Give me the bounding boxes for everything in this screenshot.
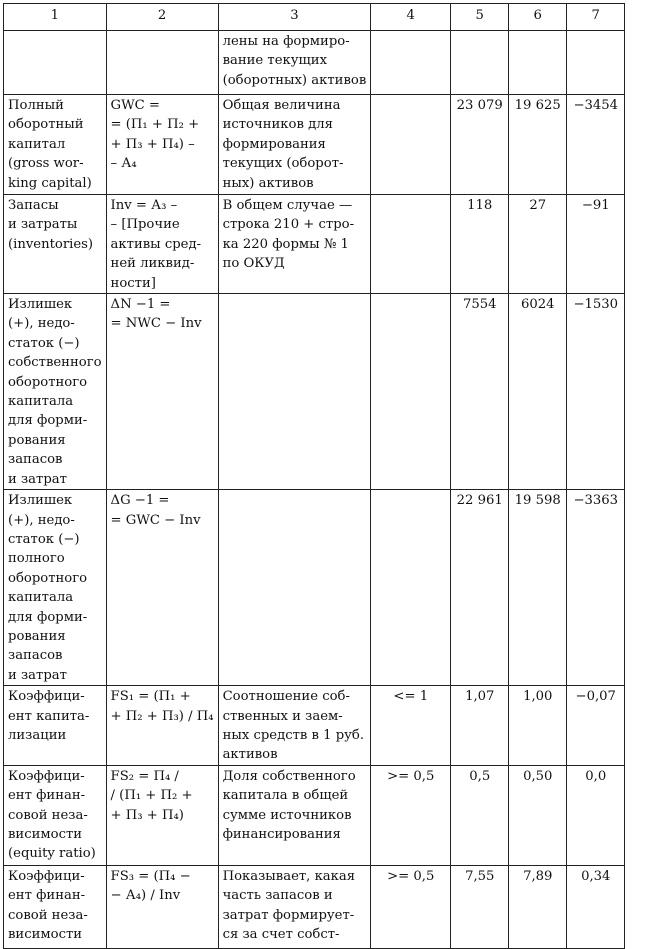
cell-text-line: Inv = А₃ –: [110, 198, 178, 213]
cell-col-6: 7,89: [509, 865, 567, 948]
cell-text-line: капитала в общей: [222, 788, 349, 804]
cell-col-1: [4, 294, 107, 490]
cell-text-line: (inventories): [8, 236, 94, 252]
cell-text-line: висимости: [8, 927, 83, 942]
cell-col-4: [371, 490, 451, 686]
cell-col-3: [218, 195, 371, 294]
cell-text-line: FS₁ = (П₁ +: [110, 689, 191, 705]
cell-text-line: текущих (оборот-: [222, 156, 344, 172]
cell-col-3: [218, 490, 371, 686]
cell-col-7: 0,0: [567, 765, 625, 865]
cell-col-5: 118: [451, 195, 509, 294]
cell-text-line: (+), недо-: [8, 316, 75, 332]
cell-text-line: часть запасов и: [222, 888, 333, 904]
cell-text-line: Запасы: [8, 198, 59, 213]
cell-col-4: [371, 195, 451, 294]
cell-text-line: оборотного: [8, 570, 88, 586]
cell-col-6: 1,00: [509, 686, 567, 766]
cell-col-5: 7,55: [451, 865, 509, 948]
cell-col-6: 19 598: [509, 490, 567, 686]
cell-text-line: (gross wor-: [8, 156, 84, 172]
cell-col-1: [4, 765, 107, 865]
cell-col-1: [4, 490, 107, 686]
cell-text-line: Общая величина: [222, 98, 341, 113]
cell-text-line: запасов: [8, 452, 63, 468]
table-row: [4, 865, 625, 948]
cell-text-line: ент капита-: [8, 708, 90, 724]
cell-text-line: висимости: [8, 827, 83, 842]
cell-text-line: GWC =: [110, 98, 160, 113]
cell-col-4: [371, 31, 451, 95]
cell-text-line: Коэффици-: [8, 768, 85, 784]
cell-col-7: 0,34: [567, 865, 625, 948]
cell-col-1: [4, 865, 107, 948]
table-row: [4, 686, 625, 766]
header-col-1: 1: [4, 4, 107, 31]
cell-text-line: = NWC − Inv: [110, 316, 202, 332]
cell-text-line: (оборотных) активов: [222, 72, 367, 88]
cell-text-line: ности]: [110, 275, 156, 291]
cell-text-line: для форми-: [8, 413, 88, 429]
header-row: [4, 4, 625, 31]
header-col-6: 6: [509, 4, 567, 31]
cell-text-line: В общем случае —: [222, 198, 353, 213]
cell-text-line: затрат формирует-: [222, 907, 355, 923]
cell-text-line: ных) активов: [222, 175, 314, 191]
cell-text-line: – А₄: [110, 156, 137, 172]
cell-col-1: [4, 31, 107, 95]
table-row: [4, 95, 625, 195]
cell-text-line: капитала: [8, 394, 74, 410]
header-col-4: 4: [371, 4, 451, 31]
cell-text-line: для форми-: [8, 609, 88, 625]
cell-text-line: источников для: [222, 117, 333, 133]
cell-text-line: совой неза-: [8, 907, 88, 923]
cell-col-6: 19 625: [509, 95, 567, 195]
cell-col-5: [451, 31, 509, 95]
cell-text-line: / (П₁ + П₂ +: [110, 788, 193, 804]
cell-col-4: >= 0,5: [371, 865, 451, 948]
cell-text-line: капитал: [8, 136, 66, 152]
cell-text-line: ных средств в 1 руб.: [222, 727, 365, 743]
cell-col-2: [106, 95, 218, 195]
cell-text-line: FS₂ = П₄ /: [110, 768, 179, 784]
table-row: [4, 765, 625, 865]
cell-col-4: [371, 95, 451, 195]
cell-text-line: = GWC − Inv: [110, 512, 201, 528]
cell-text-line: капитала: [8, 590, 74, 606]
header-col-2: 2: [106, 4, 218, 31]
cell-text-line: ся за счет собст-: [222, 927, 340, 942]
cell-text-line: оборотного: [8, 374, 88, 390]
cell-col-2: [106, 195, 218, 294]
cell-text-line: финансирования: [222, 827, 341, 842]
cell-col-5: 22 961: [451, 490, 509, 686]
cell-text-line: и затраты: [8, 217, 78, 233]
cell-text-line: собственного: [8, 355, 102, 371]
cell-text-line: полного: [8, 551, 65, 567]
cell-text-line: Соотношение соб-: [222, 689, 350, 705]
cell-col-4: <= 1: [371, 686, 451, 766]
cell-text-line: лизации: [8, 727, 67, 743]
cell-text-line: Коэффици-: [8, 689, 85, 705]
cell-text-line: (+), недо-: [8, 512, 75, 528]
cell-col-5: 7554: [451, 294, 509, 490]
cell-col-7: −3454: [567, 95, 625, 195]
cell-col-6: [509, 31, 567, 95]
cell-text-line: FS₃ = (П₄ −: [110, 868, 191, 884]
cell-text-line: статок (−): [8, 335, 80, 351]
cell-text-line: лены на формиро-: [222, 34, 350, 49]
cell-col-7: −0,07: [567, 686, 625, 766]
cell-text-line: строка 210 + стро-: [222, 217, 355, 233]
cell-col-6: 6024: [509, 294, 567, 490]
cell-text-line: рования: [8, 628, 66, 644]
table-row: [4, 31, 625, 95]
cell-text-line: Коэффици-: [8, 868, 85, 884]
cell-text-line: Излишек: [8, 493, 73, 509]
cell-col-5: 0,5: [451, 765, 509, 865]
cell-text-line: и затрат: [8, 471, 67, 487]
cell-col-4: [371, 294, 451, 490]
cell-text-line: и затрат: [8, 667, 67, 683]
cell-col-3: [218, 765, 371, 865]
cell-text-line: активов: [222, 747, 278, 763]
cell-text-line: Доля собственного: [222, 768, 356, 784]
cell-text-line: king capital): [8, 175, 92, 191]
cell-text-line: ственных и заем-: [222, 708, 343, 724]
cell-col-6: 27: [509, 195, 567, 294]
cell-text-line: статок (−): [8, 531, 80, 547]
cell-text-line: Показывает, какая: [222, 868, 356, 884]
cell-col-6: 0,50: [509, 765, 567, 865]
cell-col-5: 1,07: [451, 686, 509, 766]
cell-col-1: [4, 95, 107, 195]
cell-text-line: + П₂ + П₃) / П₄: [110, 708, 214, 724]
table-row: [4, 294, 625, 490]
cell-col-1: [4, 195, 107, 294]
cell-text-line: по ОКУД: [222, 256, 285, 272]
cell-text-line: ней ликвид-: [110, 256, 195, 272]
table-row: [4, 490, 625, 686]
cell-col-7: [567, 31, 625, 95]
cell-col-2: [106, 31, 218, 95]
cell-col-3: [218, 31, 371, 95]
cell-col-2: [106, 686, 218, 766]
cell-text-line: рования: [8, 432, 66, 448]
cell-text-line: активы сред-: [110, 236, 202, 252]
financial-ratios-table: [3, 3, 625, 949]
cell-text-line: (equity ratio): [8, 846, 96, 862]
cell-text-line: = (П₁ + П₂ +: [110, 117, 200, 133]
cell-col-3: [218, 865, 371, 948]
cell-text-line: Излишек: [8, 297, 73, 313]
cell-col-2: [106, 490, 218, 686]
cell-text-line: – [Прочие: [110, 217, 180, 233]
cell-text-line: формирования: [222, 136, 326, 152]
cell-col-3: [218, 686, 371, 766]
cell-text-line: запасов: [8, 648, 63, 664]
table-body: [4, 31, 625, 949]
cell-text-line: + П₃ + П₄): [110, 807, 184, 823]
cell-text-line: ΔN −1 =: [110, 297, 171, 313]
cell-text-line: − А₄) / Inv: [110, 888, 181, 904]
cell-text-line: ент финан-: [8, 788, 86, 804]
cell-text-line: сумме источников: [222, 807, 352, 823]
cell-col-2: [106, 765, 218, 865]
cell-text-line: ент финан-: [8, 888, 86, 904]
cell-col-7: −3363: [567, 490, 625, 686]
cell-col-2: [106, 865, 218, 948]
header-col-5: 5: [451, 4, 509, 31]
cell-text-line: Полный: [8, 98, 64, 113]
table-row: [4, 195, 625, 294]
cell-col-3: [218, 294, 371, 490]
cell-col-7: −91: [567, 195, 625, 294]
cell-col-4: >= 0,5: [371, 765, 451, 865]
cell-text-line: совой неза-: [8, 807, 88, 823]
cell-col-2: [106, 294, 218, 490]
cell-text-line: оборотный: [8, 117, 84, 133]
cell-text-line: + П₃ + П₄) –: [110, 136, 195, 152]
cell-text-line: ка 220 формы № 1: [222, 236, 349, 252]
cell-col-3: [218, 95, 371, 195]
cell-text-line: вание текущих: [222, 53, 328, 69]
header-col-7: 7: [567, 4, 625, 31]
cell-text-line: ΔG −1 =: [110, 493, 170, 509]
cell-col-7: −1530: [567, 294, 625, 490]
cell-col-1: [4, 686, 107, 766]
cell-col-5: 23 079: [451, 95, 509, 195]
header-col-3: 3: [218, 4, 371, 31]
